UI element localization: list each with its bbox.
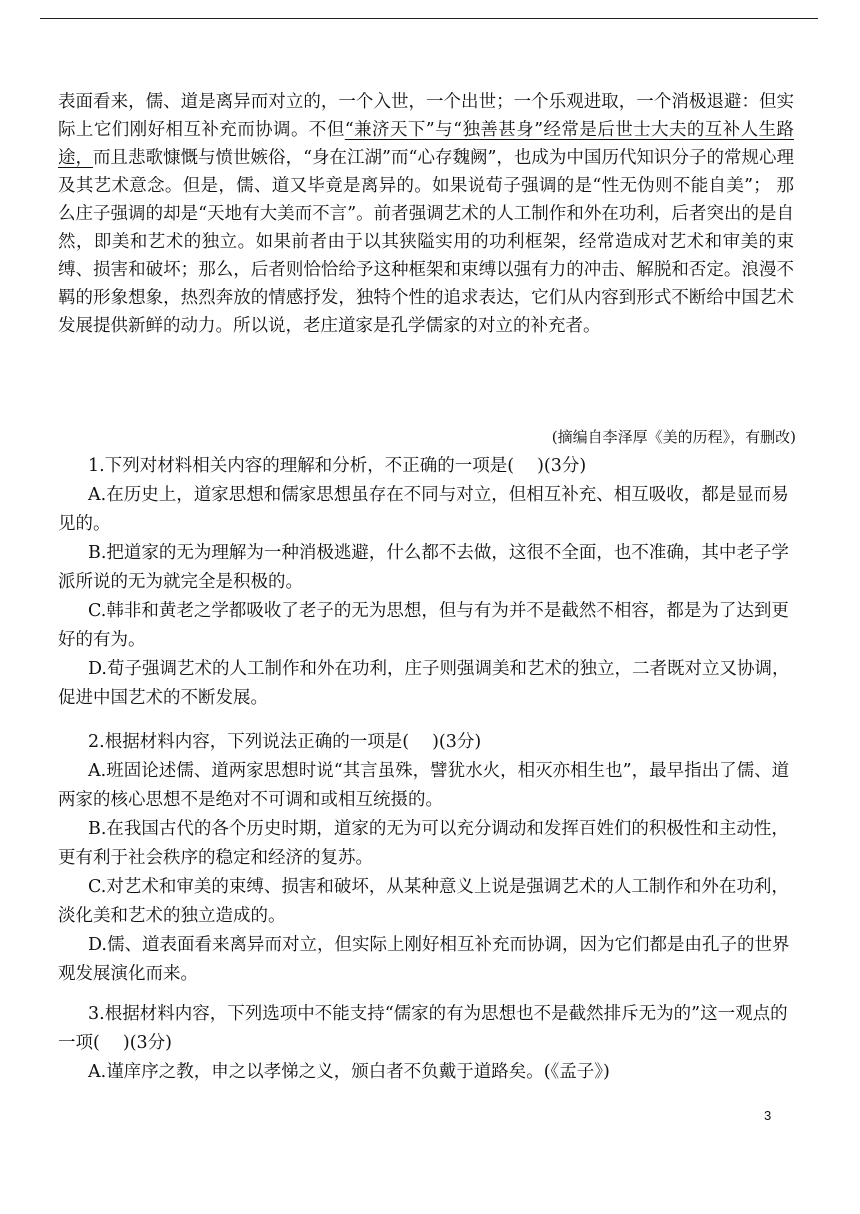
question-stem: 1.下列对材料相关内容的理解和分析，不正确的一项是( )(3分) xyxy=(88,456,587,476)
passage-text-1: 表面看来，儒、道是离异而对立的，一个入世，一个出世；一个乐观进取，一个消极退避：但实际上它们刚好相互补充而协调。不但 xyxy=(58,92,794,140)
option-a: A.谨庠序之教，申之以孝悌之义，颁白者不负戴于道路矣。(《孟子》) xyxy=(88,1062,610,1082)
option-d: D.荀子强调艺术的人工制作和外在功利，庄子则强调美和艺术的独立，二者既对立又协调，促进中国艺术的不断发展。 xyxy=(58,659,790,708)
reading-passage xyxy=(58,88,794,340)
option-c: C.韩非和黄老之学都吸收了老子的无为思想，但与有为并不是截然不相容，都是为了达到更好的有为。 xyxy=(58,601,789,650)
option-a: A.在历史上，道家思想和儒家思想虽存在不同与对立，但相互补充、相互吸收，都是显而易见的。 xyxy=(58,485,789,534)
passage-source: (摘编自李泽厚《美的历程》，有删改) xyxy=(551,428,796,446)
option-c: C.对艺术和审美的束缚、损害和破坏，从某种意义上说是强调艺术的人工制作和外在功利，淡化美和艺术的独立造成的。 xyxy=(58,877,789,926)
page-number: 3 xyxy=(764,1108,772,1123)
passage-text-2: 而且悲歌慷慨与愤世嫉俗，“身在江湖”而“心存魏阙”，也成为中国历代知识分子的常规心理及其艺术意念。但是，儒、道又毕竟是离异的。如果说荀子强调的是“性无伪则不能自美”； 那么庄子强调的却是“天地有大美而不言”。前者强调艺术的人工制作和外在功利，后者突出的是自然，即美和艺术的独立。如果前者由于以其狭隘实用的功利框架，经常造成对艺术和审美的束缚、损害和破坏；那么，后者则恰恰给予这种框架和束缚以强有力的冲击、解脱和否定。浪漫不羁的形象想象，热烈奔放的情感抒发，独特个性的追求表达，它们从内容到形式不断给中国艺术发展提供新鲜的动力。所以说，老庄道家是孔学儒家的对立的补充者。 xyxy=(58,148,794,336)
option-a: A.班固论述儒、道两家思想时说“其言虽殊，譬犹水火，相灭亦相生也”，最早指出了儒、道两家的核心思想不是绝对不可调和或相互统摄的。 xyxy=(58,761,790,810)
question-3 xyxy=(58,1000,794,1087)
question-stem: 3.根据材料内容，下列选项中不能支持“儒家的有为思想也不是截然排斥无为的”这一观点的一项( )(3分) xyxy=(58,1004,788,1053)
passage-underlined-text: “兼济天下”与“独善甚身”经常是后世士大夫的互补人生路途， xyxy=(58,120,794,168)
header-rule xyxy=(40,18,818,19)
question-2 xyxy=(58,728,794,989)
option-b: B.把道家的无为理解为一种消极逃避，什么都不去做，这很不全面，也不准确，其中老子学派所说的无为就完全是积极的。 xyxy=(58,543,789,592)
option-b: B.在我国古代的各个历史时期，道家的无为可以充分调动和发挥百姓们的积极性和主动性，更有利于社会秩序的稳定和经济的复苏。 xyxy=(58,819,789,868)
question-1 xyxy=(58,452,794,713)
option-d: D.儒、道表面看来离异而对立，但实际上刚好相互补充而协调，因为它们都是由孔子的世界观发展演化而来。 xyxy=(58,935,790,984)
question-stem: 2.根据材料内容，下列说法正确的一项是( )(3分) xyxy=(88,732,482,752)
